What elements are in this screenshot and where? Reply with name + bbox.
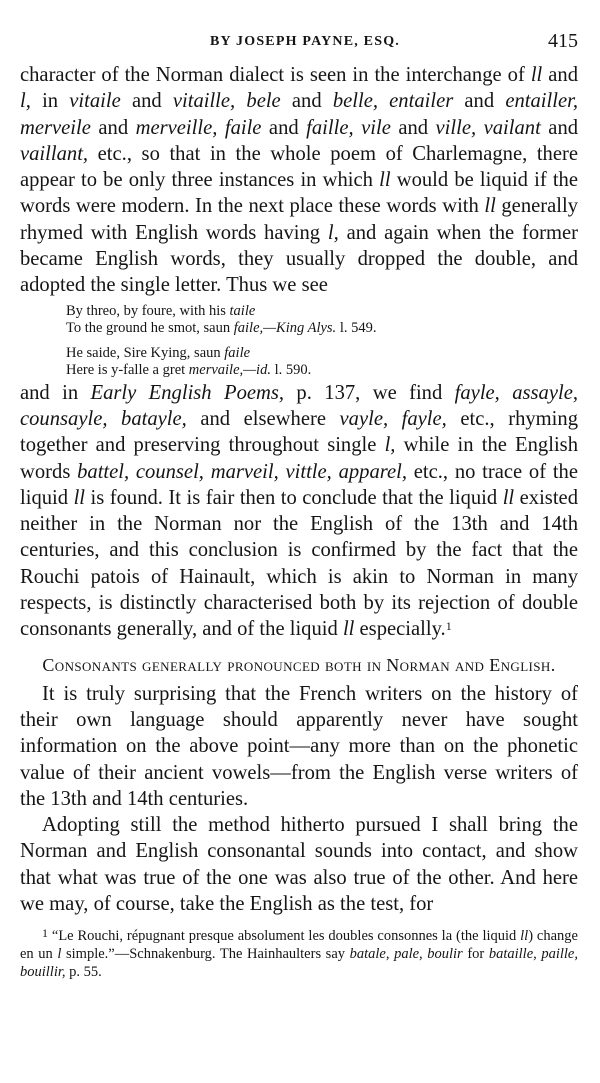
section-heading: Consonants generally pronounced both in Norman and English. [42, 654, 556, 675]
footnote-reference: 1 [445, 619, 452, 634]
verse-line: By threo, by foure, with his taile [66, 302, 256, 319]
footnote: $^1$ “Le Rouchi, répugnant presque absolument les doubles consonnes la (the liquid ll) change en un l simple.”—Schnakenburg. The Hainhaulters say batale, pale, boulir for bataille, paille, bouillir, p. 55. [20, 926, 578, 981]
page-header [20, 0, 578, 62]
verse-quotation [66, 303, 578, 379]
verse-line: Here is y-falle a gret mervaile,—id. l. 590. [66, 361, 312, 378]
footnote-mark: 1 [42, 926, 48, 941]
verse-line: He saide, Sire Kying, saun faile [66, 344, 251, 361]
running-head: BY JOSEPH PAYNE, ESQ. [210, 34, 400, 49]
paragraph-4: Adopting still the method hitherto pursued I shall bring the Norman and English consonantal sounds into contact, and show that what was true of the one was also true of the other. And here we may, of course, take the English as the test, for [20, 814, 578, 916]
page-number: 415 [548, 30, 578, 52]
paragraph-3: It is truly surprising that the French writers on the history of their own language should apparently never have sought information on the above point—any more than on the phonetic value of their ancient vowels—from the English verse writers of the 13th and 14th centuries. [20, 682, 578, 810]
paragraph-2: and in Early English Poems, p. 137, we find fayle, assayle, counsayle, batayle, and elsewhere vayle, fayle, etc., rhyming together and preserving throughout single l, while in the English words battel, counsel, marveil, vittle, apparel, etc., no trace of the liquid ll is found. It is fair then to conclude that the liquid ll existed neither in the Norman nor the English of the 13th and 14th centuries, and this conclusion is confirmed by the fact that the Rouchi patois of Hainault, which is akin to Norman in many respects, is distinctly characterised both by its rejection of double consonants generally, and of the liquid ll especially.$^1$ [20, 381, 579, 641]
paragraph-1: character of the Norman dialect is seen in the interchange of ll and l, in vitaile and vitaille, bele and belle, entailer and entailler, merveile and merveille, faile and faille, vile and ville, vailant and vaillant, etc., so that in the whole poem of Charlemagne, there appear to be only three instances in which ll would be liquid if the words were modern. In the next place these words with ll generally rhymed with English words having l, and again when the former became English words, they usually dropped the double, and adopted the single letter. Thus we see [20, 64, 579, 297]
verse-line: To the ground he smot, saun faile,—King Alys. l. 549. [66, 319, 377, 336]
